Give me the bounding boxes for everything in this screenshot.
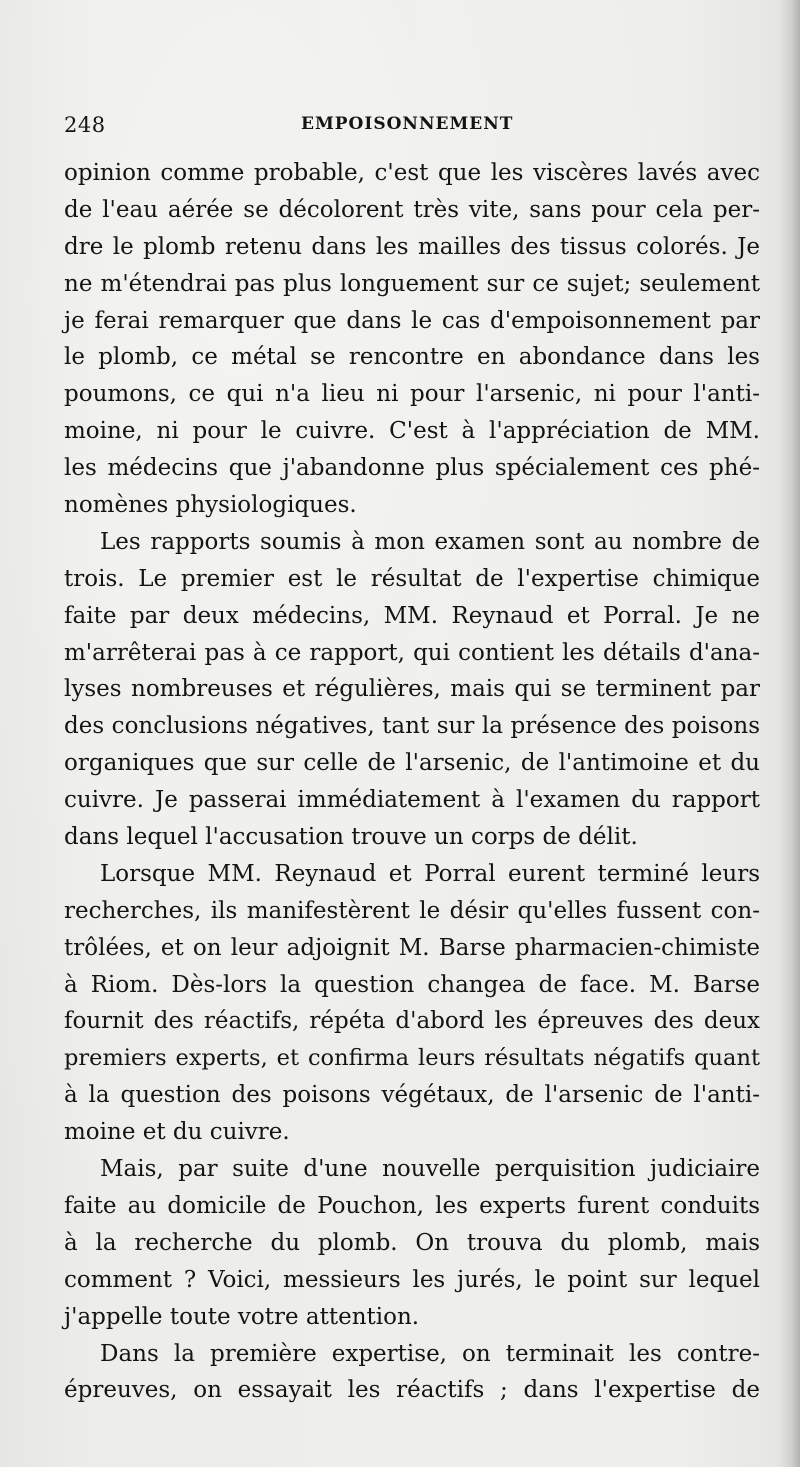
text-line: des conclusions négatives, tant sur la présence des poisons: [64, 713, 760, 740]
running-head: EMPOISONNEMENT: [301, 114, 514, 134]
text-line: premiers experts, et confirma leurs résultats négatifs quant: [64, 1045, 760, 1072]
text-line: lyses nombreuses et régulières, mais qui se terminent par: [64, 676, 760, 703]
text-line: poumons, ce qui n'a lieu ni pour l'arsenic, ni pour l'anti-: [64, 381, 760, 408]
text-line: ne m'étendrai pas plus longuement sur ce sujet; seulement: [64, 270, 760, 297]
text-line: faite par deux médecins, MM. Reynaud et Porral. Je ne: [64, 602, 760, 629]
text-line: de l'eau aérée se décolorent très vite, sans pour cela per-: [64, 196, 760, 223]
text-line: à la recherche du plomb. On trouva du plomb, mais: [64, 1229, 760, 1256]
text-line: Les rapports soumis à mon examen sont au nombre de: [100, 528, 760, 555]
text-line: nomènes physiologiques.: [64, 492, 357, 519]
text-line: m'arrêterai pas à ce rapport, qui contient les détails d'ana-: [64, 639, 760, 666]
text-line: à Riom. Dès-lors la question changea de face. M. Barse: [64, 971, 760, 998]
text-line: je ferai remarquer que dans le cas d'empoisonnement par: [64, 307, 760, 334]
page-number: 248: [64, 113, 106, 137]
text-line: fournit des réactifs, répéta d'abord les épreuves des deux: [64, 1008, 760, 1035]
text-line: trôlées, et on leur adjoignit M. Barse pharmacien-chimiste: [64, 934, 760, 961]
text-line: moine, ni pour le cuivre. C'est à l'appréciation de MM.: [64, 418, 760, 445]
text-line: épreuves, on essayait les réactifs ; dans l'expertise de: [64, 1377, 760, 1404]
page-edge-shadow: [778, 0, 800, 1467]
text-line: organiques que sur celle de l'arsenic, de l'antimoine et du: [64, 750, 760, 777]
text-line: opinion comme probable, c'est que les viscères lavés avec: [64, 160, 760, 186]
text-line: trois. Le premier est le résultat de l'expertise chimique: [64, 565, 760, 592]
text-line: dans lequel l'accusation trouve un corps de délit.: [64, 824, 638, 851]
text-line: j'appelle toute votre attention.: [64, 1303, 420, 1330]
text-line: comment ? Voici, messieurs les jurés, le point sur lequel: [64, 1266, 760, 1293]
text-line: recherches, ils manifestèrent le désir qu'elles fussent con-: [64, 897, 760, 924]
body-text: [64, 155, 760, 1409]
page-header: [64, 113, 764, 141]
text-line: Dans la première expertise, on terminait les contre-: [100, 1340, 760, 1367]
text-line: faite au domicile de Pouchon, les experts furent conduits: [64, 1192, 760, 1219]
text-line: cuivre. Je passerai immédiatement à l'examen du rapport: [64, 787, 760, 814]
text-line: les médecins que j'abandonne plus spécialement ces phé-: [64, 455, 760, 482]
text-line: Lorsque MM. Reynaud et Porral eurent terminé leurs: [100, 860, 760, 887]
text-line: le plomb, ce métal se rencontre en abondance dans les: [64, 344, 760, 371]
text-line: Mais, par suite d'une nouvelle perquisition judiciaire: [100, 1156, 760, 1183]
text-line: dre le plomb retenu dans les mailles des tissus colorés. Je: [64, 233, 760, 260]
text-line: à la question des poisons végétaux, de l'arsenic de l'anti-: [64, 1082, 760, 1109]
text-line: moine et du cuivre.: [64, 1119, 290, 1146]
